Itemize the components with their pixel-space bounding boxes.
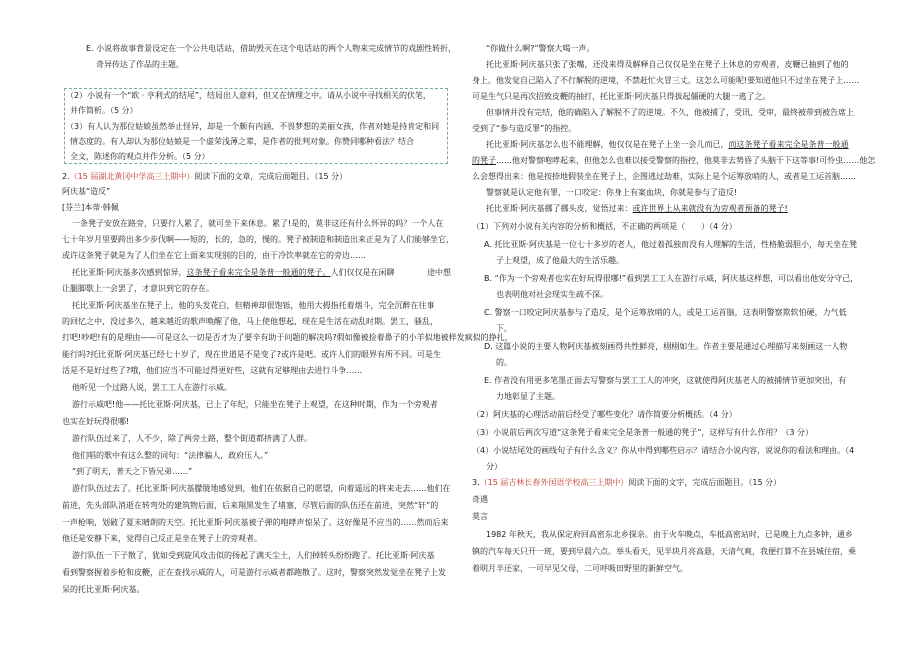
para9-line3: 一声枪响，划破了夏末晴朗的天空。托比亚斯·阿庆基被子弹的咆哮声惊呆了。这好像是不应当的……然而后来 <box>62 518 449 527</box>
q1-a-line1: A. 托比亚斯·阿庆基是一位七十多岁的老人，他过着孤独而没有人理解的生活，性格脆弱胆小，每天坐在凳 <box>484 240 857 249</box>
para6: 游行队伍过来了，人不少，除了两旁土路，整个街道都挤满了人群。 <box>72 434 312 443</box>
para2-text-a: 托比亚斯·阿庆基多次感到惊异， <box>72 268 187 277</box>
para3-line1: 托比亚斯·阿庆基坐在凳子上，他的头发花白，但精神却很饱铄，他用大拇指托着烟斗，完全沉醉在往事 <box>72 301 435 310</box>
para9-line1: 游行队伍过去了。托比亚斯·阿庆基朦胧地感觉到，他们在依据自己的愿望，向着遥远的将来走去……他们在 <box>72 484 451 493</box>
para3-line3: 打吧!吵吧!有的是理由——可是这么一切是否才为了要辛有助于问题的解决吗?假如像被捡着鼻子的小羊似地被样发疯似的挣扎， <box>62 333 513 342</box>
q3-number: 3. <box>472 478 480 487</box>
q4-line1: （4）小说结尾处的画线句子有什么含义？你从中得到哪些启示？请结合小说内容，说说你的看法和理由。（4 <box>472 446 855 455</box>
para4: 他听见一个过路人说，罢工工人在游行示威。 <box>72 383 232 392</box>
para8: “到了明天，普天之下皆兄弟……” <box>72 467 193 476</box>
story-line2: 镇的汽车每天只开一班，要到早晨六点。举头看天，见半块月亮高悬，天清气爽，我便打算不在县城住宿，乘 <box>472 547 856 556</box>
box-line3: （3）有人认为那位姑娘虽然举止怪异，却是一个颇有内涵、不畏梦想的美丽女孩，作者对她是持肯定和同 <box>66 122 440 131</box>
q1-c-line2: 下。 <box>496 324 512 333</box>
article-title: 阿庆基“造反” <box>62 187 111 196</box>
box-line5: 全文，陈述你的观点并作分析。（5 分） <box>70 152 210 161</box>
q1-c-line1: C. 警察一口咬定阿庆基参与了造反，是个运筹放哨的人，或是工运首脑，这表明警察欺软怕硬，力气低 <box>484 308 847 317</box>
para9-line4: 他还是安静下来，觉得自己反正是坐在凳子上的旁观者。 <box>62 534 262 543</box>
r-para4-underlined-end: 的凳子 <box>472 156 496 165</box>
para2-underlined: 这条凳子看来完全是条普一般通的凳子。 <box>186 268 331 277</box>
r-line10: 警察就是认定他有罪，一口咬定：你身上有案血块，你就是参与了造反! <box>486 188 738 197</box>
r-para4-text-c: ……他对警察咆哮起来，但他怎么也难以接受警察的指控，他莫非去势昏了头脑干下这等事!可怜虫……他怎 <box>496 156 876 165</box>
r-para4-underlined: 而这条凳子看来完全是条普一般通 <box>728 140 849 149</box>
box-line1: （2）小说有一个“欧 · 亨利式的结尾”，结局出人意料，但又在情理之中。请从小说中寻找相关的伏笔， <box>66 91 432 100</box>
option-e-line1: E. 小说将故事背景设定在一个公共电话站，借助毁灭在这个电话站的两个人物来完成情节的戏剧性转折， <box>86 44 457 53</box>
para3-line2: 的回忆之中，没过多久，越来越近的歌声唤醒了他，马上使他想起，现在是生活在动乱时期。罢工，骚乱， <box>62 317 438 326</box>
q1: （1）下列对小说有关内容的分析和概括，不正确的两项是（ ）（4 分） <box>472 222 737 231</box>
q3-source: （15 届吉林长春外国语学校高三上期中） <box>479 478 629 487</box>
q1-b-line2: 也表明他对社会现实生疏不深。 <box>496 290 608 299</box>
q1-e-line2: 力地彰显了主题。 <box>496 392 560 401</box>
r-para6-underlined: 或许世界上从来就没有为旁观者预备的凳子! <box>632 204 788 213</box>
q1-a-line2: 子上观望，成了他最大的生活乐趣。 <box>496 256 624 265</box>
para2-line2: 让腿脚歇上一会罢了，才意识到它的存在。 <box>62 284 214 293</box>
para1-line3: 或许这条凳子就是为了人们坐在它上面来实现别的目的，由于冷饮率就在它的旁边…… <box>62 251 366 260</box>
r-para4-text: 托比亚斯·阿庆基怎么也不能理解，他仅仅是在凳子上坐一会儿而已， <box>486 140 729 149</box>
q2-number: 2. <box>62 172 70 181</box>
para5-line2: 也实在好玩得很哪! <box>62 417 130 426</box>
q1-d-line1: D. 这篇小说的主要人物阿庆基被刻画得共性鲜亮，栩栩如生。作者主要是通过心理描写来刻画这一人物 <box>484 342 848 351</box>
story-author: 莫言 <box>472 512 488 521</box>
story-title: 奇遇 <box>472 495 488 504</box>
r-line8 <box>472 156 875 166</box>
r-line3: 身上。他发觉自己陷入了不行解脱的逆境，不禁赶忙火冒三丈。这怎么可能呢!要知道他只不过坐在凳子上…… <box>472 76 860 85</box>
para3-line5: 活是不是好过些了?哦，他们应当不可能过得更好些，这就有足够理由去进行斗争…… <box>62 366 363 375</box>
q1-e-line1: E. 作者没有用更多笔墨正面去写警察与罢工工人的冲突，这就使得阿庆基老人的被捕情节更加突出，有 <box>484 376 847 385</box>
para2-line1 <box>72 268 395 278</box>
r-line2: 托比亚斯·阿庆基只张了张嘴，还没来得及解释自己仅仅是坐在凳子上休息的旁观者，皮鞭已抽到了他的 <box>486 60 849 69</box>
r-para6-text: 托比亚斯·阿庆基挪了挪头皮，觉悟过来： <box>486 204 633 213</box>
para10-line3: 呆的托比亚斯·阿庆基。 <box>62 585 145 594</box>
r-line6: 受到了“参与造反罪”的指控。 <box>472 124 577 133</box>
q1-b-line1: B. “作为一个旁观者也实在好玩得很哪!”看到罢工工人在游行示威，阿庆基这样想，可以看出他安分守己， <box>484 274 859 283</box>
option-e-line2: 奇异传达了作品的主题。 <box>96 60 184 69</box>
q2-instruction: 阅读下面的文章，完成后面题目。（15 分） <box>194 172 348 181</box>
para9-line2: 前进，先头部队消逝在转弯处的建筑物后面，后来翔黑发生了堵塞，尽管后面的队伍还在前进，突然“轩”的 <box>62 501 439 510</box>
box-line4: 情态度的。有人却认为那位姑娘是一个虚荣浅薄之辈，是作者的批判对象。你赞同哪种看法？结合 <box>70 137 414 146</box>
para3-line4: 能行吗?托比亚斯·阿庆基已经七十岁了，现在世道是不是变了?或许是吧。或许人们的眼界有所不同。可是生 <box>62 350 442 359</box>
q3: （3）小说前后两次写道“这条凳子看来完全是条普一般通的凳子”，这样写有什么作用？（3 分） <box>472 428 814 437</box>
r-line5: 但事情并没有完结，他的确陷入了解脱不了的逆境。不久，他被捕了，受讯、受审，最终被带到被告席上 <box>486 108 854 117</box>
story-line3: 着明月半还家，一可早见父母，二可呼吸田野里的新鲜空气。 <box>472 564 688 573</box>
q4-line2: 分） <box>486 462 502 471</box>
question3-heading <box>472 478 781 488</box>
r-line11 <box>486 204 788 214</box>
q1-d-line2: 的。 <box>496 358 512 367</box>
box-line2: 并作简析。（5 分） <box>70 106 138 115</box>
para10-line1: 游行队伍一下子散了，犹如受到旋风攻击似的扬起了满天尘土，人们掉转头纷纷跑了。托比亚斯·阿庆基 <box>72 551 435 560</box>
q2-source: （15 届湖北黄冈中学高三上期中） <box>69 172 195 181</box>
r-line1: “你做什么啊?”警察大喝一声。 <box>486 44 595 53</box>
r-line9: 么会想得出来：他是按捺地假装坐在凳子上，企图逃过劫难，实际上是个运筹放哨的人，或者是工运首脑…… <box>472 172 856 181</box>
para7: 他们唱的歌中有这么整的词句：“法律骗人，政府压人。” <box>72 451 269 460</box>
question-number <box>62 172 347 182</box>
r-line4: 可是生气只是再次招致皮鞭的抽打，托比亚斯·阿庆基只得拔起僵硬的大腿一逃了之。 <box>472 92 771 101</box>
q3-instruction: 阅读下面的文字，完成后面题目。（15 分） <box>628 478 782 487</box>
q2: （2）阿庆基的心理活动前后经受了哪些变化？请作简要分析概括。（4 分） <box>472 410 737 419</box>
story-line1: 1982 年秋天，我从保定府回高密东北乡探亲。由于火车晚点，车抵高密站时，已是晚上九点多钟，通乡 <box>486 530 853 539</box>
para1-line2: 七十年岁月里要跨出多少步伐啊——短的，长的，急的，慢的。凳子被制造和制造出来正是为了人们能够坐它， <box>62 235 454 244</box>
para1-line1: 一条凳子安放在路旁，只要行人累了，就可坐下来休息。累了!是的，莫非这还有什么怀异的吗？一个人在 <box>72 219 444 228</box>
para2-text-b: 人们仅仅是在闲聊 <box>330 268 395 277</box>
para10-line2: 看到警察握着步枪和皮鞭，正在查找示威的人，可是游行示威者都跑散了。这时，警察突然发觉坐在凳子上发 <box>62 568 446 577</box>
r-line7 <box>486 140 849 150</box>
article-author: [芬兰]本蒂·韩佩 <box>62 203 119 212</box>
para2-gap-text: 途中想 <box>427 268 451 277</box>
para5-line1: 游行示威吧!他——托比亚斯·阿庆基，已上了年纪，只能坐在凳子上观望，在这种时期，作为一个旁观者 <box>72 400 438 409</box>
